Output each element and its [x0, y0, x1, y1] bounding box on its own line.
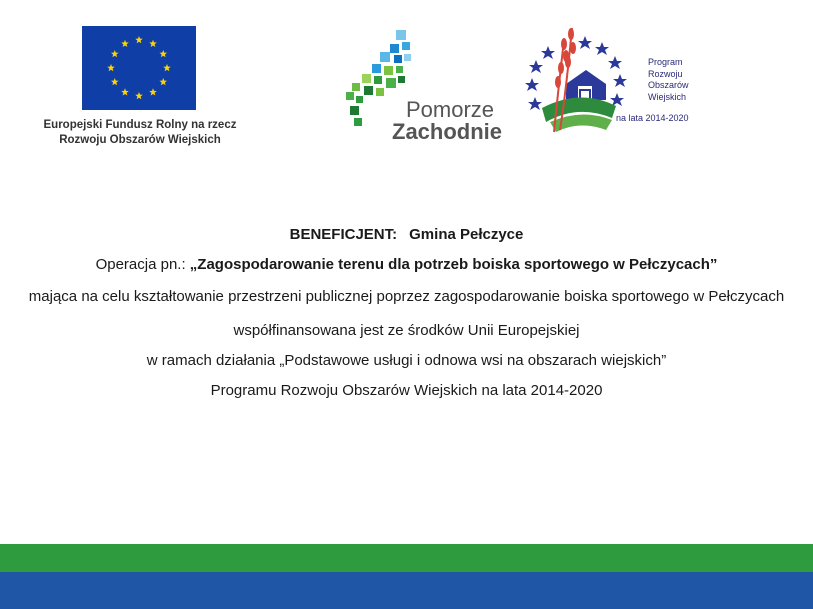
- footer-blue-band: [0, 572, 813, 609]
- eu-caption: [40, 118, 240, 148]
- prow-emblem-icon: [520, 22, 630, 137]
- prow-logo: [520, 22, 700, 137]
- prow-name: [648, 57, 689, 103]
- footer-green-band: [0, 544, 813, 572]
- prow-line4: Wiejskich: [648, 91, 687, 102]
- beneficjent-value: Gmina Pełczyce: [409, 226, 524, 243]
- eu-logo: [40, 26, 240, 148]
- beneficjent-label: BENEFICJENT:: [289, 226, 398, 243]
- beneficjent-line: [20, 226, 793, 243]
- eu-flag-icon: [82, 26, 196, 110]
- prow-line1: Program: [648, 57, 683, 67]
- programme-line: Programu Rozwoju Obszarów Wiejskich na lata 2014-2020: [210, 382, 603, 399]
- zachodnie-text: Zachodnie: [392, 119, 503, 144]
- operation-line: [20, 256, 793, 273]
- prow-years: na lata 2014-2020: [616, 113, 689, 123]
- pomorze-text: Pomorze: [406, 97, 495, 122]
- aim-line: mająca na celu kształtowanie przestrzeni publicznej poprzez zagospodarowanie boiska sportowego w Pełczycach: [28, 288, 785, 305]
- pomorze-zachodnie-logo: [340, 26, 503, 146]
- prow-line2: Rozwoju: [648, 68, 683, 79]
- action-line: w ramach działania „Podstawowe usługi i odnowa wsi na obszarach wiejskich”: [146, 352, 667, 369]
- eu-caption-line2: Rozwoju Obszarów Wiejskich: [59, 134, 221, 146]
- project-info: [20, 226, 793, 399]
- operation-name: „Zagospodarowanie terenu dla potrzeb boiska sportowego w Pełczycach”: [189, 256, 718, 273]
- financing-line: współfinansowana jest ze środków Unii Europejskiej: [233, 322, 580, 339]
- operation-prefix: Operacja pn.:: [95, 256, 190, 273]
- prow-line3: Obszarów: [648, 80, 689, 90]
- eu-caption-line1: Europejski Fundusz Rolny na rzecz: [43, 119, 237, 131]
